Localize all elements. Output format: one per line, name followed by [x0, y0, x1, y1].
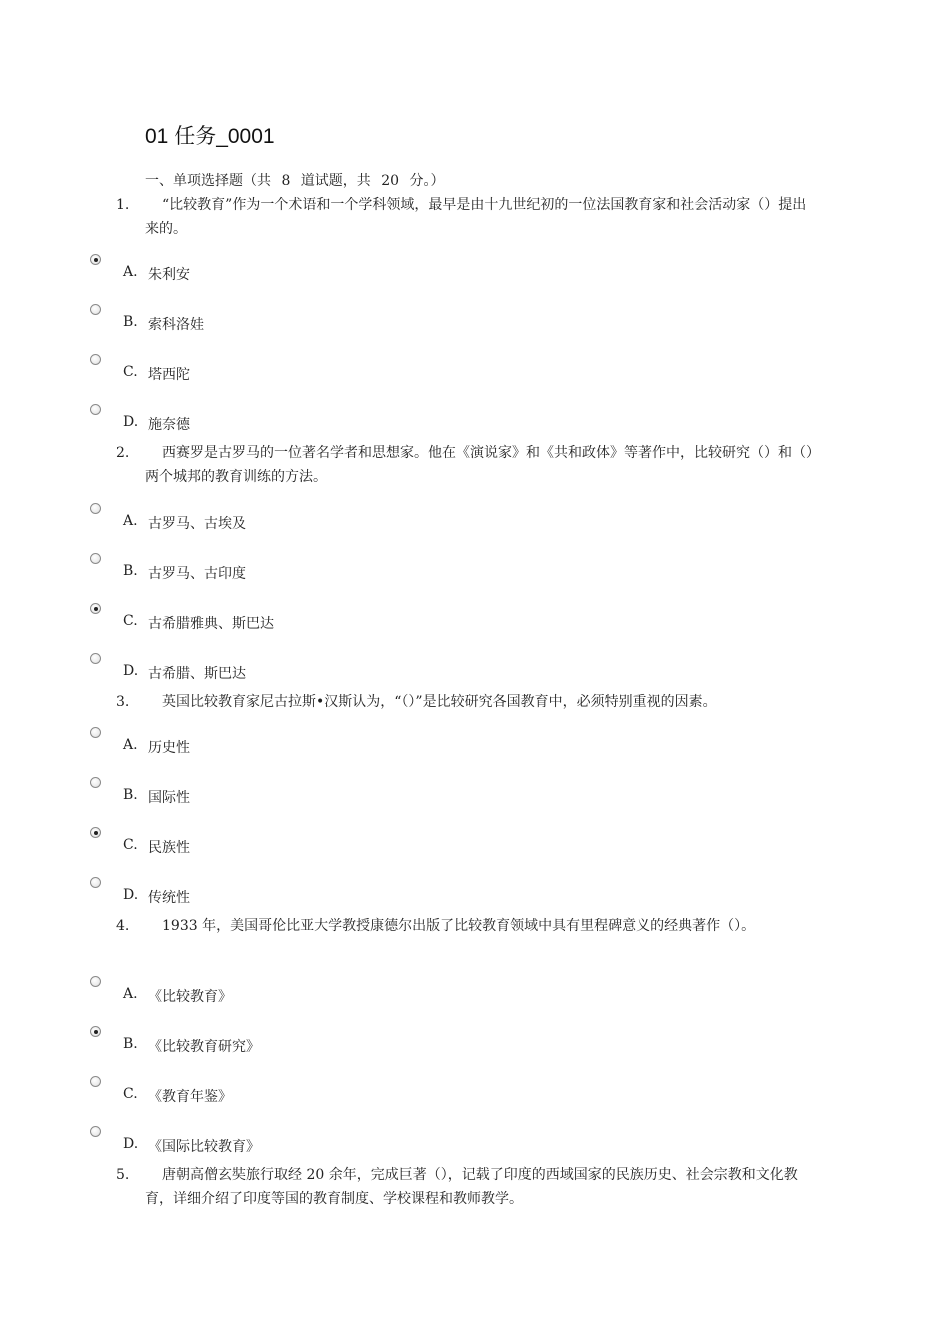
option-4-b[interactable]	[90, 1026, 490, 1056]
question-1	[116, 193, 816, 241]
radio-checked-icon[interactable]	[90, 603, 101, 614]
option-letter: D.	[123, 414, 139, 430]
option-letter: B.	[123, 314, 138, 330]
radio-icon[interactable]	[90, 354, 101, 365]
question-text: 1933 年，美国哥伦比亚大学教授康德尔出版了比较教育领域中具有里程碑意义的经典著作（）。	[162, 918, 756, 934]
option-letter: A.	[123, 513, 138, 529]
option-label: 《教育年鉴》	[148, 1089, 232, 1105]
question-5	[116, 1163, 816, 1211]
option-letter: C.	[123, 837, 138, 853]
question-text: 西赛罗是古罗马的一位著名学者和思想家。他在《演说家》和《共和政体》等著作中，比较研究（）和（）两个城邦的教育训练的方法。	[145, 445, 813, 485]
option-label: 古罗马、古印度	[148, 566, 246, 582]
option-4-a[interactable]	[90, 976, 490, 1006]
option-2-b[interactable]	[90, 553, 490, 583]
option-4-d[interactable]	[90, 1126, 490, 1156]
option-3-d[interactable]	[90, 877, 490, 907]
option-letter: B.	[123, 563, 138, 579]
option-letter: A.	[123, 264, 138, 280]
option-4-c[interactable]	[90, 1076, 490, 1106]
option-3-b[interactable]	[90, 777, 490, 807]
option-1-a[interactable]	[90, 254, 490, 284]
option-letter: A.	[123, 737, 138, 753]
radio-icon[interactable]	[90, 653, 101, 664]
radio-checked-icon[interactable]	[90, 254, 101, 265]
question-4	[116, 914, 816, 938]
radio-icon[interactable]	[90, 727, 101, 738]
option-label: 《比较教育》	[148, 989, 232, 1005]
option-label: 《比较教育研究》	[148, 1039, 260, 1055]
option-1-d[interactable]	[90, 404, 490, 434]
option-1-b[interactable]	[90, 304, 490, 334]
option-2-d[interactable]	[90, 653, 490, 683]
option-label: 古罗马、古埃及	[148, 516, 246, 532]
option-label: 《国际比较教育》	[148, 1139, 260, 1155]
option-2-c[interactable]	[90, 603, 490, 633]
question-number: 4.	[116, 918, 130, 934]
question-3	[116, 690, 816, 714]
option-letter: D.	[123, 887, 139, 903]
option-3-a[interactable]	[90, 727, 490, 757]
option-letter: D.	[123, 1136, 139, 1152]
radio-checked-icon[interactable]	[90, 1026, 101, 1037]
radio-icon[interactable]	[90, 1126, 101, 1137]
radio-icon[interactable]	[90, 304, 101, 315]
option-letter: D.	[123, 663, 139, 679]
radio-icon[interactable]	[90, 976, 101, 987]
question-text: “比较教育”作为一个术语和一个学科领域，最早是由十九世纪初的一位法国教育家和社会活动家（）提出来的。	[145, 197, 807, 237]
question-text: 英国比较教育家尼古拉斯•汉斯认为，“（）”是比较研究各国教育中，必须特别重视的因素。	[162, 694, 717, 710]
option-label: 索科洛娃	[148, 317, 204, 333]
option-label: 朱利安	[148, 267, 190, 283]
option-letter: A.	[123, 986, 138, 1002]
section-heading: 一、单项选择题（共 8 道试题，共 20 分。）	[145, 173, 445, 189]
question-2	[116, 441, 816, 489]
question-number: 5.	[116, 1167, 130, 1183]
option-label: 古希腊、斯巴达	[148, 666, 246, 682]
option-letter: C.	[123, 1086, 138, 1102]
option-label: 传统性	[148, 890, 190, 906]
question-number: 2.	[116, 445, 130, 461]
option-letter: B.	[123, 1036, 138, 1052]
option-label: 塔西陀	[148, 367, 190, 383]
radio-checked-icon[interactable]	[90, 827, 101, 838]
option-letter: B.	[123, 787, 138, 803]
question-number: 3.	[116, 694, 130, 710]
option-letter: C.	[123, 613, 138, 629]
question-text: 唐朝高僧玄奘旅行取经 20 余年，完成巨著（），记载了印度的西域国家的民族历史、社会宗教和文化教育，详细介绍了印度等国的教育制度、学校课程和教师教学。	[145, 1167, 798, 1207]
question-number: 1.	[116, 197, 130, 213]
option-label: 施奈德	[148, 417, 190, 433]
option-label: 国际性	[148, 790, 190, 806]
radio-icon[interactable]	[90, 877, 101, 888]
radio-icon[interactable]	[90, 553, 101, 564]
radio-icon[interactable]	[90, 404, 101, 415]
option-label: 民族性	[148, 840, 190, 856]
radio-icon[interactable]	[90, 1076, 101, 1087]
option-letter: C.	[123, 364, 138, 380]
option-label: 历史性	[148, 740, 190, 756]
page-title: 01 任务_0001	[145, 125, 275, 148]
option-1-c[interactable]	[90, 354, 490, 384]
option-label: 古希腊雅典、斯巴达	[148, 616, 274, 632]
option-3-c[interactable]	[90, 827, 490, 857]
radio-icon[interactable]	[90, 503, 101, 514]
radio-icon[interactable]	[90, 777, 101, 788]
option-2-a[interactable]	[90, 503, 490, 533]
